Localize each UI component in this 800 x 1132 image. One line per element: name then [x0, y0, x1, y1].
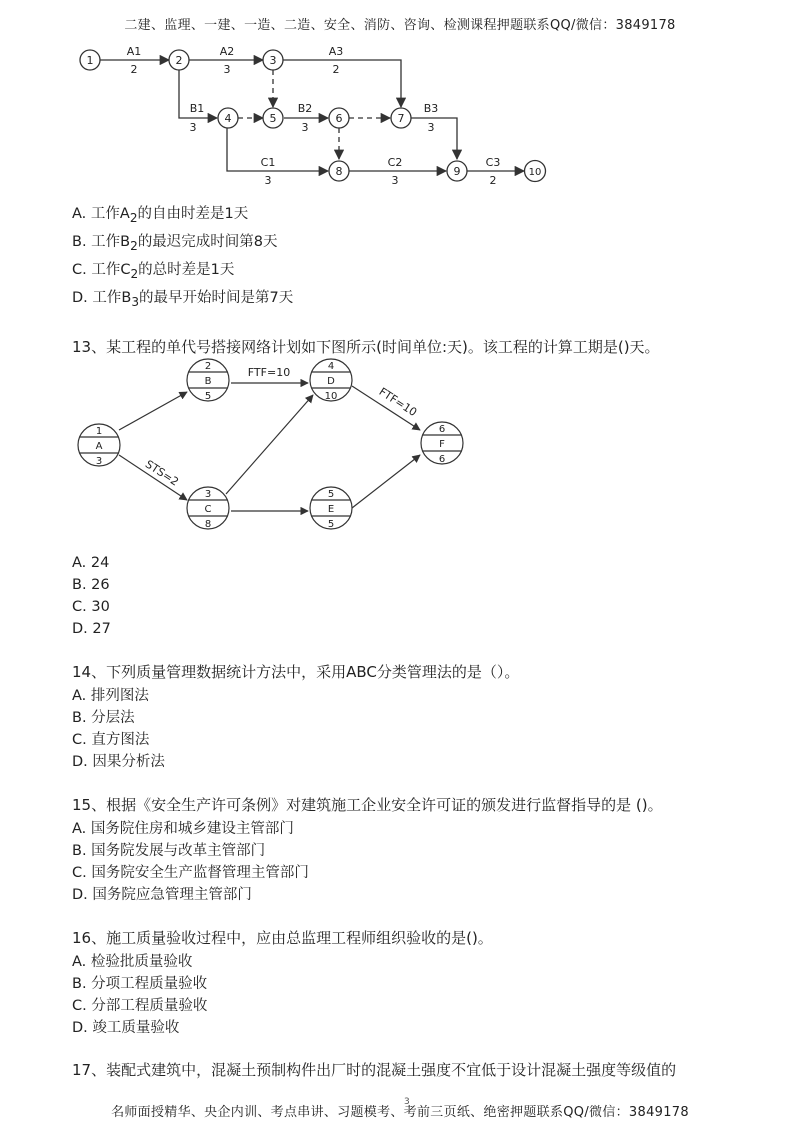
label-c3-dur: 2 — [489, 174, 497, 187]
svg-text:6: 6 — [438, 424, 446, 435]
q13-option-a[interactable]: A. 24 — [72, 555, 110, 571]
svg-text:8: 8 — [335, 165, 343, 178]
node-b — [187, 359, 229, 402]
node-d — [310, 359, 352, 402]
q13-option-d[interactable]: D. 27 — [72, 621, 111, 637]
node-5 — [263, 108, 283, 128]
svg-text:8: 8 — [204, 519, 212, 530]
label-c1-name: C1 — [260, 156, 276, 169]
label-b3-dur: 3 — [427, 121, 435, 134]
svg-text:1: 1 — [86, 54, 94, 67]
page-header: 二建、监理、一建、一造、二造、安全、消防、咨询、检测课程押题联系QQ/微信：3849178 — [124, 18, 676, 33]
q12-option-c[interactable]: C. 工作$C_2$的总时差是1天 — [72, 262, 235, 281]
node-8 — [329, 161, 349, 181]
q12-option-b[interactable]: B. 工作$B_2$的最迟完成时间第8天 — [72, 234, 278, 253]
node-3 — [263, 50, 283, 70]
label-b1-name: B1 — [189, 102, 205, 115]
label-a3-name: A3 — [328, 45, 344, 58]
svg-text:2: 2 — [175, 54, 183, 67]
node-4 — [218, 108, 238, 128]
svg-text:4: 4 — [327, 361, 335, 372]
network-diagram-double-code — [0, 0, 800, 200]
q15-title: 15、根据《安全生产许可条例》对建筑施工企业安全许可证的颁发进行监督指导的是 ()。 — [72, 796, 663, 814]
svg-text:6: 6 — [335, 112, 343, 125]
svg-text:4: 4 — [224, 112, 232, 125]
label-b2-name: B2 — [297, 102, 313, 115]
arrow-c1 — [227, 128, 328, 171]
svg-text:3: 3 — [204, 489, 212, 500]
q13-option-b[interactable]: B. 26 — [72, 577, 110, 593]
svg-text:5: 5 — [269, 112, 277, 125]
label-b1-dur: 3 — [189, 121, 197, 134]
node-9 — [447, 161, 467, 181]
label-ftf-df: FTF=10 — [376, 385, 420, 420]
q16-option-b[interactable]: B. 分项工程质量验收 — [72, 976, 208, 992]
svg-text:3: 3 — [95, 456, 103, 467]
svg-text:E: E — [327, 504, 335, 515]
node-10 — [525, 161, 546, 182]
link-a-b — [119, 392, 187, 430]
q17-title: 17、装配式建筑中，混凝土预制构件出厂时的混凝土强度不宜低于设计混凝土强度等级值的 — [72, 1061, 677, 1079]
node-2 — [169, 50, 189, 70]
label-a1-dur: 2 — [130, 63, 138, 76]
svg-text:C: C — [204, 504, 212, 515]
node-1 — [80, 50, 100, 70]
svg-text:5: 5 — [204, 391, 212, 402]
svg-text:2: 2 — [204, 361, 212, 372]
node-f — [421, 422, 463, 465]
svg-text:7: 7 — [397, 112, 405, 125]
page-number: 3 — [404, 1097, 410, 1107]
q14-title: 14、下列质量管理数据统计方法中，采用ABC分类管理法的是（）。 — [72, 663, 520, 681]
label-c3-name: C3 — [485, 156, 501, 169]
node-c — [187, 487, 229, 530]
node-a — [78, 424, 120, 467]
q15-option-a[interactable]: A. 国务院住房和城乡建设主管部门 — [72, 821, 294, 837]
label-c2-name: C2 — [387, 156, 403, 169]
svg-text:10: 10 — [324, 391, 338, 402]
link-c-d — [226, 395, 313, 494]
q13-option-c[interactable]: C. 30 — [72, 599, 110, 615]
label-a3-dur: 2 — [332, 63, 340, 76]
q14-option-b[interactable]: B. 分层法 — [72, 710, 135, 726]
svg-text:5: 5 — [327, 519, 335, 530]
svg-text:B: B — [204, 376, 212, 387]
q15-option-b[interactable]: B. 国务院发展与改革主管部门 — [72, 843, 266, 859]
svg-text:D: D — [327, 376, 335, 387]
q14-option-c[interactable]: C. 直方图法 — [72, 732, 150, 748]
q12-option-d[interactable]: D. 工作$B_3$的最早开始时间是第7天 — [72, 290, 294, 309]
label-a2-name: A2 — [219, 45, 235, 58]
arrow-a3 — [283, 60, 401, 107]
q12-option-a[interactable]: A. 工作$A_2$的自由时差是1天 — [72, 206, 249, 225]
svg-text:9: 9 — [453, 165, 461, 178]
svg-text:1: 1 — [95, 426, 103, 437]
q16-option-d[interactable]: D. 竣工质量验收 — [72, 1020, 180, 1036]
label-ftf-bd: FTF=10 — [247, 366, 291, 379]
svg-text:6: 6 — [438, 454, 446, 465]
q15-option-d[interactable]: D. 国务院应急管理主管部门 — [72, 887, 252, 903]
label-a1-name: A1 — [126, 45, 142, 58]
q16-option-c[interactable]: C. 分部工程质量验收 — [72, 998, 208, 1014]
q15-option-c[interactable]: C. 国务院安全生产监督管理主管部门 — [72, 865, 309, 881]
label-b2-dur: 3 — [301, 121, 309, 134]
label-c2-dur: 3 — [391, 174, 399, 187]
link-e-f — [352, 455, 420, 508]
label-sts-ac: STS=2 — [142, 457, 181, 489]
label-a2-dur: 3 — [223, 63, 231, 76]
svg-text:A: A — [95, 441, 103, 452]
svg-text:F: F — [439, 439, 445, 450]
node-e — [310, 487, 352, 530]
svg-text:3: 3 — [269, 54, 277, 67]
q13-title: 13、某工程的单代号搭接网络计划如下图所示(时间单位:天)。该工程的计算工期是()天。 — [72, 338, 660, 356]
page-footer: 名师面授精华、央企内训、考点串讲、习题模考、考前三页纸、绝密押题联系QQ/微信：3849178 — [111, 1105, 689, 1120]
label-b3-name: B3 — [423, 102, 439, 115]
svg-text:10: 10 — [528, 167, 542, 178]
network-diagram-single-code — [0, 350, 800, 540]
q16-option-a[interactable]: A. 检验批质量验收 — [72, 954, 193, 970]
label-c1-dur: 3 — [264, 174, 272, 187]
svg-text:5: 5 — [327, 489, 335, 500]
q16-title: 16、施工质量验收过程中，应由总监理工程师组织验收的是()。 — [72, 929, 493, 947]
q14-option-d[interactable]: D. 因果分析法 — [72, 754, 165, 770]
node-7 — [391, 108, 411, 128]
q14-option-a[interactable]: A. 排列图法 — [72, 688, 149, 704]
node-6 — [329, 108, 349, 128]
